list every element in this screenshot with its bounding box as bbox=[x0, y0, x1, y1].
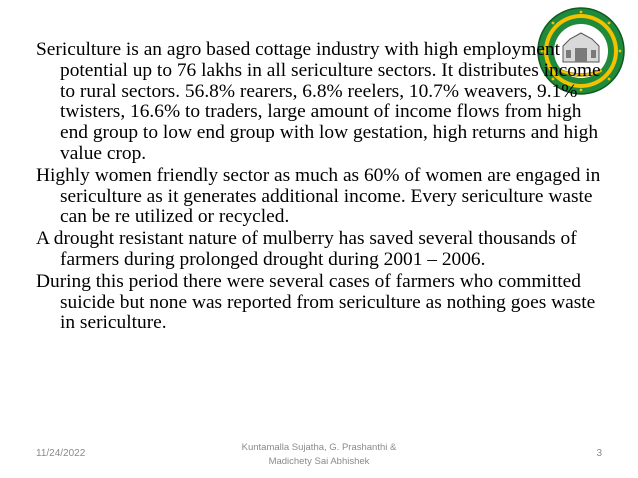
footer-date: 11/24/2022 bbox=[36, 448, 86, 459]
footer-authors-line-2: Madichety Sai Abhishek bbox=[268, 456, 370, 467]
footer-authors-line-1: Kuntamalla Sujatha, G. Prashanthi & bbox=[241, 442, 397, 453]
paragraph-no-waste: During this period there were several cases of farmers who committed suicide but none was reported from sericulture as nothing goes waste in sericulture. bbox=[36, 270, 596, 334]
paragraph-drought-resistance: A drought resistant nature of mulberry has saved several thousands of farmers during prolonged drought during 2001 – 2006. bbox=[36, 228, 577, 270]
paragraph-women-friendly: Highly women friendly sector as much as 60% of women are engaged in sericulture as it generates additional income. Every sericulture waste can be re utilized or recycled. bbox=[36, 164, 601, 228]
page-number: 3 bbox=[596, 448, 602, 459]
footer-authors bbox=[219, 441, 419, 469]
slide-body bbox=[36, 40, 611, 335]
paragraph-employment: Sericulture is an agro based cottage industry with high employment potential up to 76 lakhs in all sericulture sectors. It distributes income to rural sectors. 56.8% rearers, 6.8% reelers, 10.7% weavers, 9.1% twisters, 16.6% to traders, large amount of income flows from high end group to low end group with low gestation, high returns and high value crop. bbox=[36, 39, 601, 164]
